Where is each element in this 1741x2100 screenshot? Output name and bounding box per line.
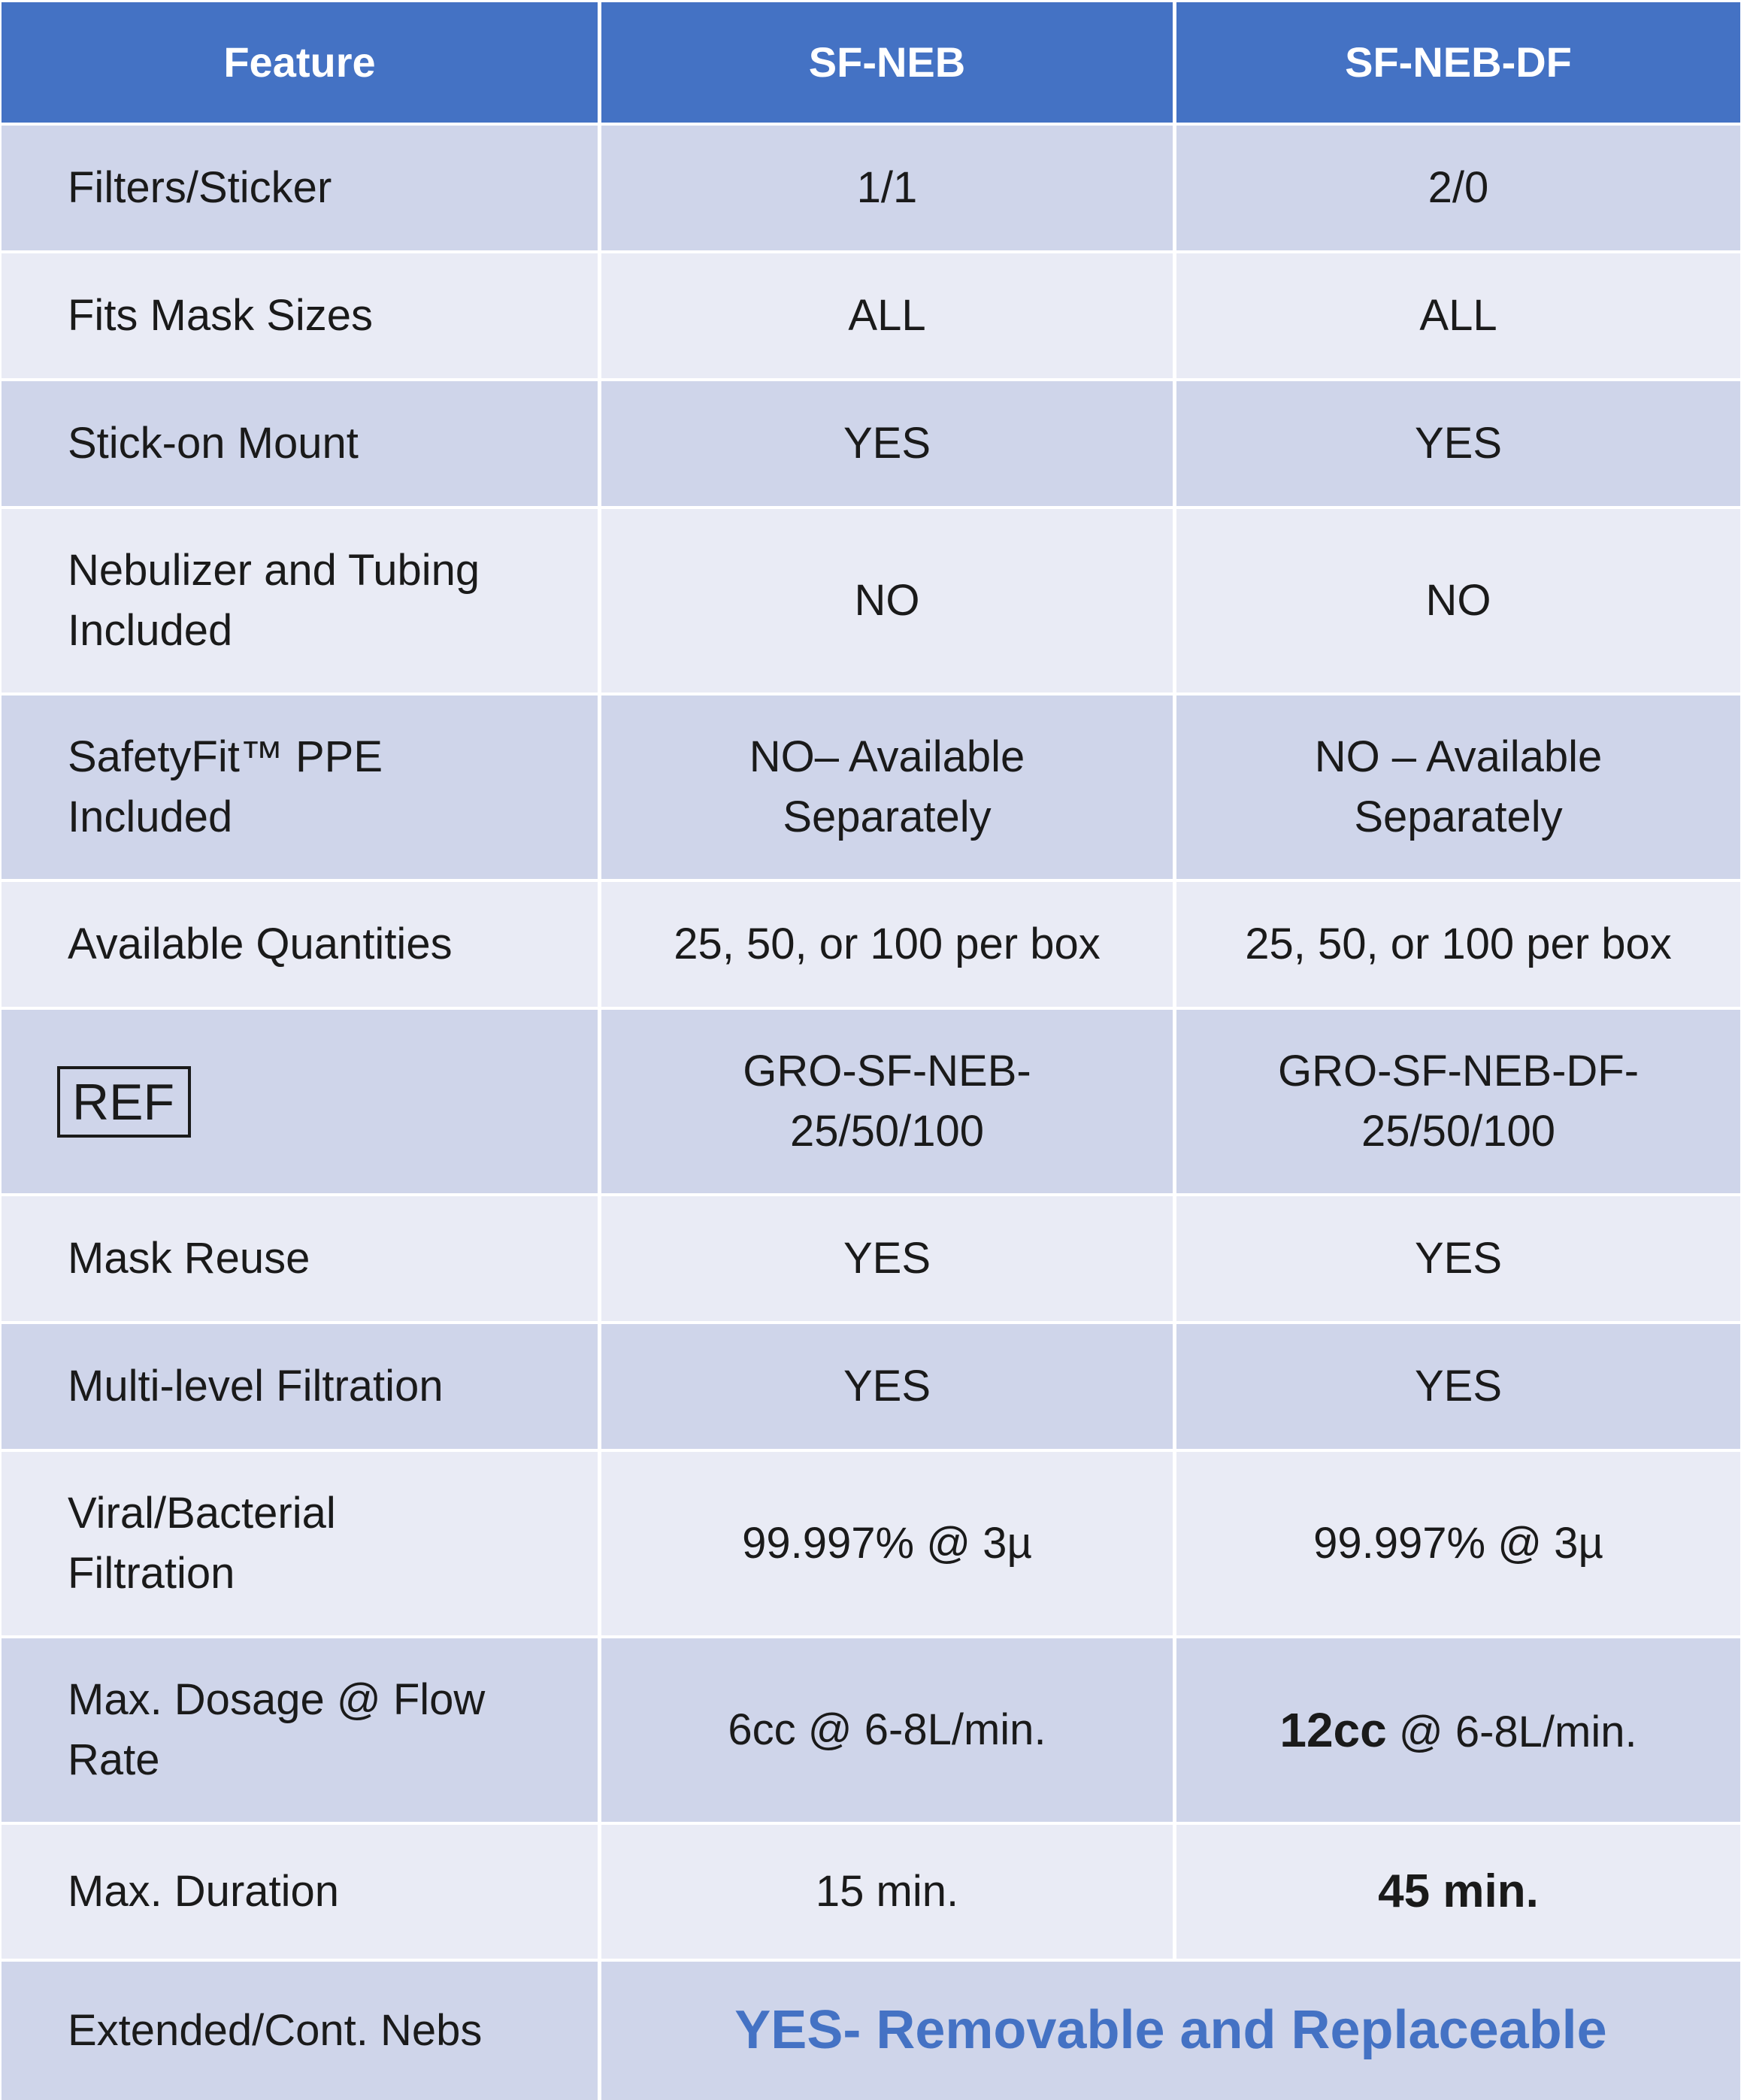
sf-neb-df-value: YES [1176, 381, 1740, 506]
sf-neb-value: 15 min. [601, 1825, 1173, 1959]
feature-cell: Stick-on Mount [2, 381, 598, 506]
feature-cell: Max. Duration [2, 1825, 598, 1959]
feature-cell: Available Quantities [2, 882, 598, 1007]
feature-cell: Filters/Sticker [2, 126, 598, 250]
sf-neb-df-value: 25, 50, or 100 per box [1176, 882, 1740, 1007]
highlight-value: 12cc [1279, 1702, 1387, 1757]
sf-neb-value: 6cc @ 6-8L/min. [601, 1638, 1173, 1822]
feature-cell [2, 1452, 598, 1635]
header-sf-neb-df: SF-NEB-DF [1176, 2, 1740, 123]
sf-neb-value: YES [601, 381, 1173, 506]
header-sf-neb: SF-NEB [601, 2, 1173, 123]
feature-cell: Mask Reuse [2, 1196, 598, 1321]
sf-neb-df-value [1176, 1638, 1740, 1822]
feature-cell [2, 1638, 598, 1822]
sf-neb-value [601, 1010, 1173, 1193]
value-text: GRO-SF-NEB- 25/50/100 [743, 1046, 1031, 1156]
value-text [1279, 1697, 1637, 1763]
sf-neb-df-value: NO [1176, 509, 1740, 692]
feature-label: Max. Dosage @ Flow Rate [68, 1674, 486, 1784]
sf-neb-df-value: 99.997% @ 3µ [1176, 1452, 1740, 1635]
comparison-table [2, 2, 1739, 2064]
merged-value: YES- Removable and Replaceable [601, 1962, 1740, 2100]
header-feature: Feature [2, 2, 598, 123]
feature-cell: Fits Mask Sizes [2, 253, 598, 378]
value-text: NO – Available Separately [1314, 732, 1603, 841]
sf-neb-value: NO [601, 509, 1173, 692]
sf-neb-df-value [1176, 1010, 1740, 1193]
feature-label: Nebulizer and Tubing Included [68, 545, 480, 655]
feature-label: SafetyFit™ PPE Included [68, 732, 383, 841]
feature-cell [2, 1010, 598, 1193]
feature-cell: Extended/Cont. Nebs [2, 1962, 598, 2100]
feature-label: Viral/Bacterial Filtration [68, 1488, 336, 1598]
value-rest: @ 6-8L/min. [1386, 1707, 1637, 1756]
value-text: GRO-SF-NEB-DF- 25/50/100 [1277, 1046, 1640, 1156]
sf-neb-value: 1/1 [601, 126, 1173, 250]
feature-cell: Multi-level Filtration [2, 1324, 598, 1449]
sf-neb-df-value: ALL [1176, 253, 1740, 378]
sf-neb-df-value [1176, 695, 1740, 879]
sf-neb-value: ALL [601, 253, 1173, 378]
sf-neb-df-value: 2/0 [1176, 126, 1740, 250]
sf-neb-value: YES [601, 1324, 1173, 1449]
feature-cell [2, 695, 598, 879]
sf-neb-value: 99.997% @ 3µ [601, 1452, 1173, 1635]
feature-cell [2, 509, 598, 692]
value-text: NO– Available Separately [749, 732, 1025, 841]
sf-neb-value: 25, 50, or 100 per box [601, 882, 1173, 1007]
sf-neb-df-value: 45 min. [1176, 1825, 1740, 1959]
sf-neb-value [601, 695, 1173, 879]
sf-neb-df-value: YES [1176, 1196, 1740, 1321]
sf-neb-df-value: YES [1176, 1324, 1740, 1449]
ref-symbol: REF [57, 1066, 191, 1138]
sf-neb-value: YES [601, 1196, 1173, 1321]
